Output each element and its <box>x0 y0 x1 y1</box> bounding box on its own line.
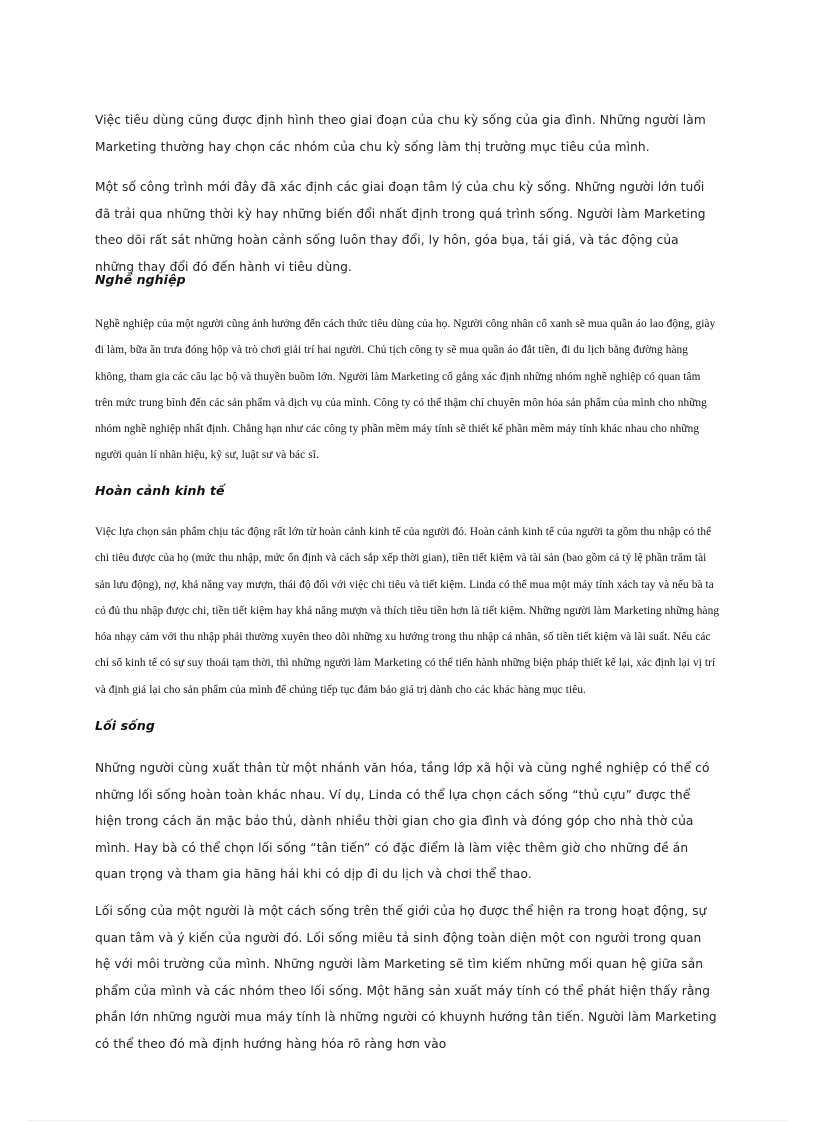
heading-occupation: Nghề nghiệp <box>95 272 186 287</box>
paragraph-occupation: Nghề nghiệp của một người cũng ảnh hưởng đến cách thức tiêu dùng của họ. Người công nhân cổ xanh sẽ mua quần áo lao động, giày đi làm, bữa ăn trưa đóng hộp và trò chơi giải trí hai người. Chủ tịch công ty sẽ mua quần áo đắt tiền, đi du lịch bằng đường hàng không, tham gia các câu lạc bộ và thuyền buồm lớn. Người làm Marketing cố gắng xác định những nhóm nghề nghiệp có quan tâm trên mức trung bình đến các sản phẩm và dịch vụ của mình. Công ty có thể thậm chí chuyên môn hóa sản phẩm của mình cho những nhóm nghề nghiệp nhất định. Chẳng hạn như các công ty phần mềm máy tính sẽ thiết kế phần mềm máy tính khác nhau cho những người quản lí nhãn hiệu, kỹ sư, luật sư và bác sĩ. <box>95 318 716 462</box>
heading-lifestyle: Lối sống <box>95 718 155 733</box>
paragraph-lifestyle-2: Lối sống của một người là một cách sống trên thế giới của họ được thể hiện ra trong hoạt động, sự quan tâm và ý kiến của người đó. Lối sống miêu tả sinh động toàn diện một con người trong quan hệ với môi trường của mình. Những người làm Marketing sẽ tìm kiếm những mối quan hệ giữa sản phẩm của mình và các nhóm theo lối sống. Một hãng sản xuất máy tính có thể phát hiện thấy rằng phần lớn những người mua máy tính là những người có khuynh hướng tân tiến. Người làm Marketing có thể theo đó mà định hướng hàng hóa rõ ràng hơn vào <box>95 904 717 1051</box>
paragraph-psychological-life-cycle: Một số công trình mới đây đã xác định các giai đoạn tâm lý của chu kỳ sống. Những người lớn tuổi đã trải qua những thời kỳ hay những biến đổi nhất định trong quá trình sống. Người làm Marketing theo dõi rất sát những hoàn cảnh sống luôn thay đổi, ly hôn, góa bụa, tái giá, và tác động của những thay đổi đó đến hành vi tiêu dùng. <box>95 180 706 274</box>
heading-economic-situation: Hoàn cảnh kinh tế <box>95 483 225 498</box>
paragraph-lifestyle-1: Những người cùng xuất thân từ một nhánh văn hóa, tầng lớp xã hội và cùng nghề nghiệp có thể có những lối sống hoàn toàn khác nhau. Ví dụ, Linda có thể lựa chọn cách sống “thủ cựu” được thể hiện trong cách ăn mặc bảo thủ, dành nhiều thời gian cho gia đình và đóng góp cho nhà thờ của mình. Hay bà có thể chọn lối sống “tân tiến” có đặc điểm là làm việc thêm giờ cho những đề án quan trọng và tham gia hăng hái khi có dịp đi du lịch và chơi thể thao. <box>95 761 710 881</box>
paragraph-family-life-cycle: Việc tiêu dùng cũng được định hình theo giai đoạn của chu kỳ sống của gia đình. Những người làm Marketing thường hay chọn các nhóm của chu kỳ sống làm thị trường mục tiêu của mình. <box>95 113 706 154</box>
paragraph-economic-situation: Việc lựa chọn sản phẩm chịu tác động rất lớn từ hoàn cảnh kinh tế của người đó. Hoàn cảnh kinh tế của người ta gồm thu nhập có thể chi tiêu được của họ (mức thu nhập, mức ổn định và cách sắp xếp thời gian), tiền tiết kiệm và tài sản (bao gồm cả tỷ lệ phần trăm tài sản lưu động), nợ, khả năng vay mượn, thái độ đối với việc chi tiêu và tiết kiệm. Linda có thể mua một máy tính xách tay và nếu bà ta có đủ thu nhập được chi, tiền tiết kiệm hay khả năng mượn và thích tiêu tiền hơn là tiết kiệm. Những người làm Marketing những hàng hóa nhạy cảm với thu nhập phải thường xuyên theo dõi những xu hướng trong thu nhập cá nhân, số tiền tiết kiệm và lãi suất. Nếu các chỉ số kinh tế có sự suy thoái tạm thời, thì những người làm Marketing có thể tiến hành những biện pháp thiết kế lại, xác định lại vị trí và định giá lại cho sản phẩm của mình để chúng tiếp tục đảm bảo giá trị dành cho các khác hàng mục tiêu. <box>95 526 720 696</box>
page-bottom-divider <box>28 1120 788 1121</box>
